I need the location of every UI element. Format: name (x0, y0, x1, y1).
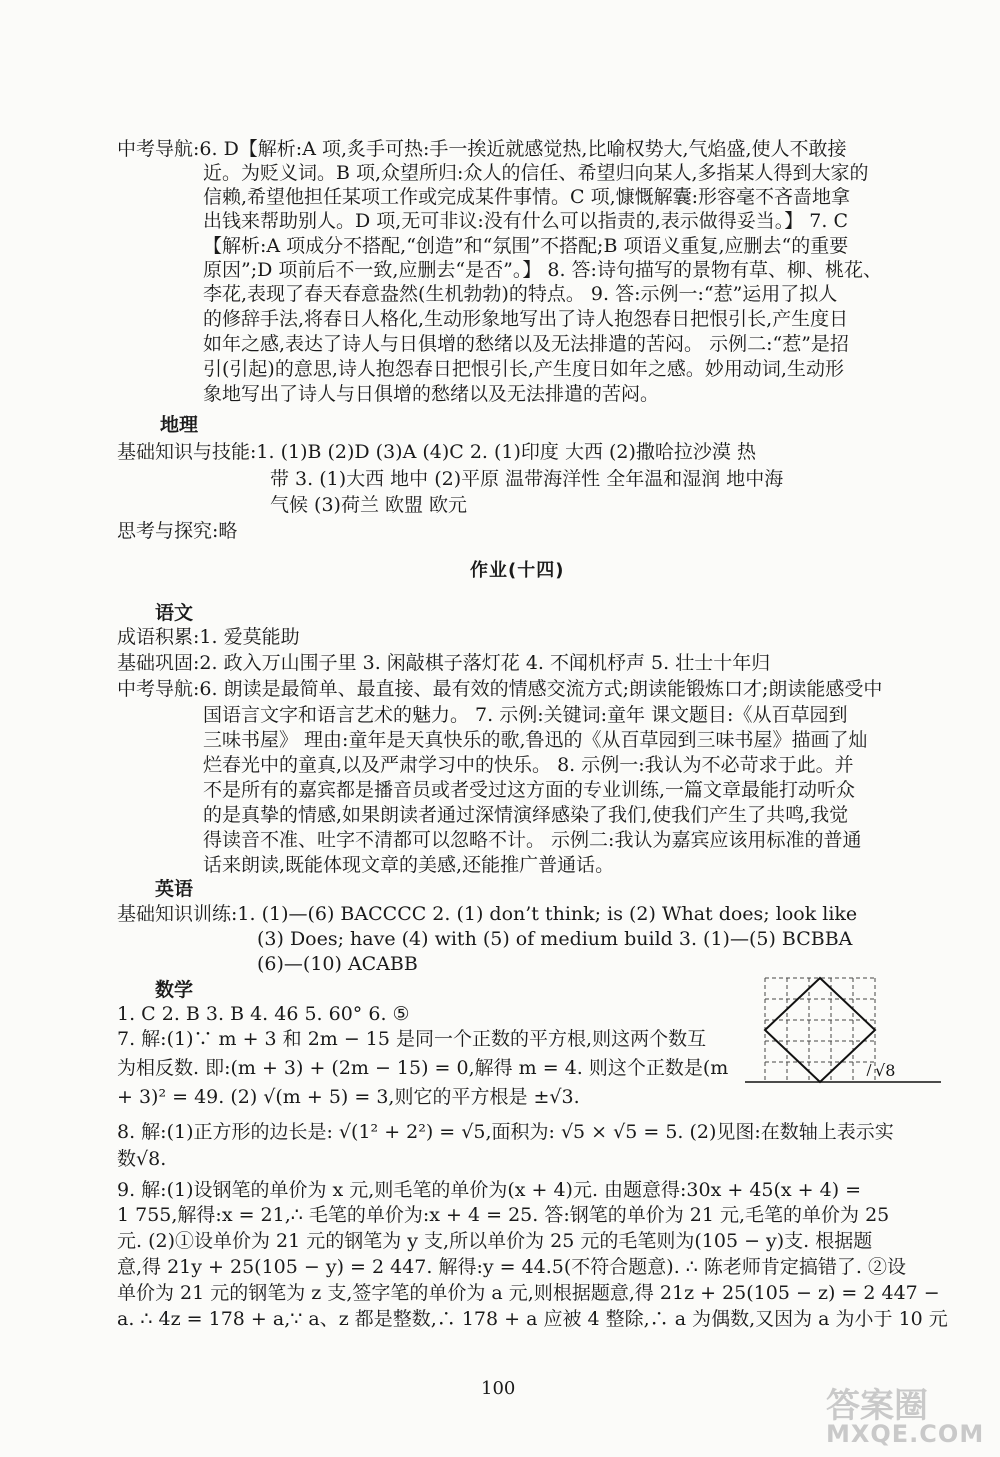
geography-line-3: 气候 (3)荷兰 欧盟 欧元 (270, 494, 468, 516)
chinese-line-10: 话来朗读,既能体现文章的美感,还能推广普通话。 (203, 854, 615, 876)
chinese-heading: 语文 (155, 602, 194, 624)
chinese-line-8: 的是真挚的情感,如果朗读者通过深情演绎感染了我们,使我们产生了共鸣,我觉 (203, 804, 849, 826)
math-line-1: 1. C 2. B 3. B 4. 46 5. 60° 6. ⑤ (117, 1003, 410, 1025)
zhongkao-line-1: 中考导航:6. D【解析:A 项,炙手可热:手一挨近就感觉热,比喻权势大,气焰盛,使人不敢接 (117, 138, 847, 160)
math-line-8: 1 755,解得:x = 21,∴ 毛笔的单价为:x + 4 = 25. 答:钢笔的单价为 21 元,毛笔的单价为 25 (117, 1204, 890, 1226)
math-line-12: a. ∴ 4z = 178 + a,∵ a、z 都是整数,∴ 178 + a 应被 4 整除,∴ a 为偶数,又因为 a 为小于 10 元 (117, 1308, 948, 1330)
zhongkao-line-2: 近。为贬义词。B 项,众望所归:众人的信任、希望归向某人,多指某人得到大家的 (203, 162, 869, 184)
chinese-line-2: 基础巩固:2. 政入万山围子里 3. 闲敲棋子落灯花 4. 不闻机杼声 5. 壮士十年归 (117, 652, 771, 674)
zhongkao-line-8: 的修辞手法,将春日人格化,生动形象地写出了诗人抱怨春日把恨引长,产生度日 (203, 308, 849, 330)
chinese-line-3: 中考导航:6. 朗读是最简单、最直接、最有效的情感交流方式;朗读能锻炼口才;朗读能感受中 (117, 678, 883, 700)
math-line-9: 元. (2)①设单价为 21 元的钢笔为 y 支,所以单价为 25 元的毛笔则为(105 − y)支. 根据题 (117, 1230, 873, 1252)
math-line-2: 7. 解:(1)∵ m + 3 和 2m − 15 是同一个正数的平方根,则这两个数互 (117, 1028, 707, 1050)
rotated-square (765, 978, 875, 1082)
chinese-line-6: 烂春光中的童真,以及严肃学习中的快乐。 8. 示例一:我认为不必苛求于此。并 (203, 754, 854, 776)
math-line-11: 单价为 21 元的钢笔为 z 支,签字笔的单价为 a 元,则根据题意,得 21z + 25(105 − z) = 2 447 − (117, 1282, 940, 1304)
zhongkao-line-5: 【解析:A 项成分不搭配,“创造”和“氛围”不搭配;B 项语义重复,应删去“的重要 (203, 235, 849, 257)
chinese-line-7: 不是所有的嘉宾都是播音员或者受过这方面的专业训练,一篇文章最能打动听众 (203, 779, 856, 801)
zhongkao-line-10: 引(引起)的意思,诗人抱怨春日把恨引长,产生度日如年之感。妙用动词,生动形 (203, 358, 844, 380)
geography-line-1: 基础知识与技能:1. (1)B (2)D (3)A (4)C 2. (1)印度 大西 (2)撒哈拉沙漠 热 (117, 441, 756, 463)
chinese-line-4: 国语言文字和语言艺术的魅力。 7. 示例:关键词:童年 课文题目:《从百草园到 (203, 704, 848, 726)
geography-thinking: 思考与探究:略 (117, 520, 238, 542)
english-line-1: 基础知识训练:1. (1)—(6) BACCCC 2. (1) don’t think; is (2) What does; look like (117, 903, 858, 925)
english-line-2: (3) Does; have (4) with (5) of medium build 3. (1)—(5) BCBBA (257, 928, 853, 950)
zhongkao-line-6: 原因”;D 项前后不一致,应删去“是否”。】 8. 答:诗句描写的景物有草、柳、桃花、 (203, 259, 882, 281)
math-line-10: 意,得 21y + 25(105 − y) = 2 447. 解得:y = 44.5(不符合题意). ∴ 陈老师肯定搞错了. ②设 (117, 1256, 907, 1278)
math-line-3: 为相反数. 即:(m + 3) + (2m − 15) = 0,解得 m = 4. 则这个正数是(m (117, 1057, 729, 1079)
chinese-line-1: 成语积累:1. 爱莫能助 (117, 626, 300, 648)
watermark-logo: 答案圈 (826, 1386, 928, 1426)
zhongkao-line-4: 出钱来帮助别人。D 项,无可非议:没有什么可以指责的,表示做得妥当。】 7. C (203, 210, 848, 232)
chinese-line-9: 得读音不准、吐字不清都可以忽略不计。 示例二:我认为嘉宾应该用标准的普通 (203, 829, 862, 851)
page-number: 100 (481, 1378, 516, 1399)
english-heading: 英语 (155, 878, 194, 900)
math-line-4: + 3)² = 49. (2) √(m + 5) = 3,则它的平方根是 ±√3. (117, 1086, 580, 1108)
watermark-site: MXQE.COM (826, 1420, 985, 1448)
zhongkao-line-3: 信赖,希望他担任某项工作或完成某件事情。C 项,慷慨解囊:形容毫不吝啬地拿 (203, 186, 851, 208)
geography-line-2: 带 3. (1)大西 地中 (2)平原 温带海洋性 全年温和湿润 地中海 (270, 468, 784, 490)
geography-heading: 地理 (160, 414, 199, 436)
zhongkao-line-11: 象地写出了诗人与日俱增的愁绪以及无法排遣的苦闷。 (203, 383, 660, 405)
math-line-6: 数√8. (117, 1148, 167, 1170)
math-line-5: 8. 解:(1)正方形的边长是: √(1² + 2²) = √5,面积为: √5 × √5 = 5. (2)见图:在数轴上表示实 (117, 1121, 894, 1143)
sqrt8-label: √8 (875, 1061, 896, 1080)
square-grid-figure (745, 968, 945, 1090)
zhongkao-line-7: 李花,表现了春天春意盎然(生机勃勃)的特点。 9. 答:示例一:“惹”运用了拟人 (203, 283, 838, 305)
zhongkao-line-9: 如年之感,表达了诗人与日俱增的愁绪以及无法排遣的苦闷。 示例二:“惹”是招 (203, 333, 849, 355)
math-heading: 数学 (155, 979, 194, 1001)
chinese-line-5: 三味书屋》 理由:童年是天真快乐的歌,鲁迅的《从百草园到三味书屋》描画了灿 (203, 729, 868, 751)
homework-title: 作业(十四) (470, 560, 565, 581)
math-line-7: 9. 解:(1)设钢笔的单价为 x 元,则毛笔的单价为(x + 4)元. 由题意得:30x + 45(x + 4) = (117, 1179, 862, 1201)
english-line-3: (6)—(10) ACABB (257, 953, 418, 975)
